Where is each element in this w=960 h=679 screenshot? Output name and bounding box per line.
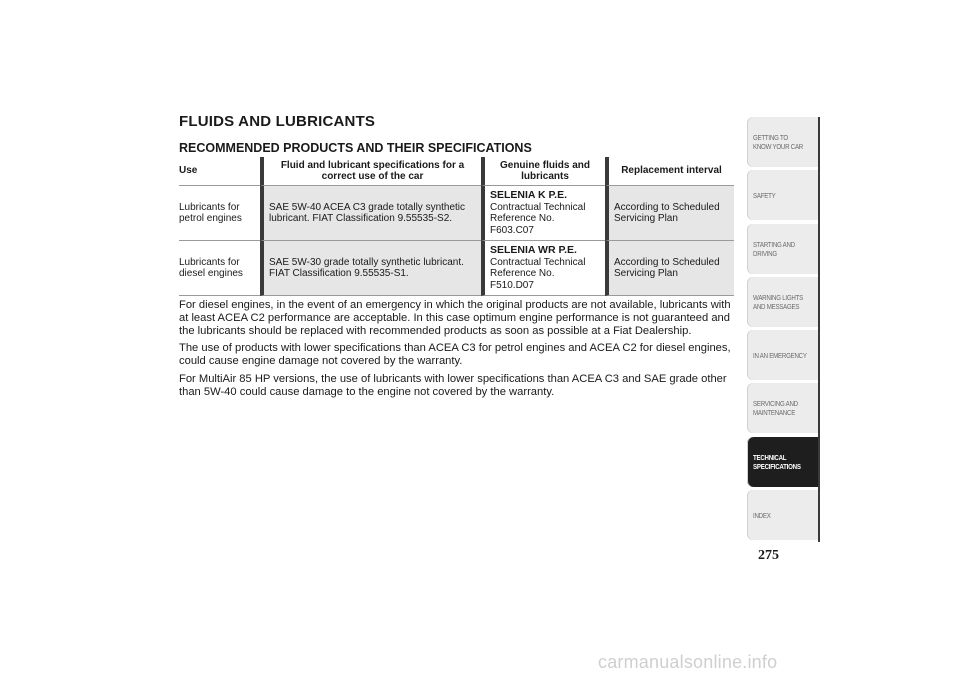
cell-use: Lubricants for diesel engines [179, 241, 260, 296]
cell-use: Lubricants for petrol engines [179, 185, 260, 241]
tab-index[interactable] [747, 490, 819, 540]
reference-line-1: Contractual Technical [490, 201, 586, 213]
tab-warning-lights-and-messages[interactable] [747, 277, 819, 327]
tab-getting-to-know-your-car[interactable] [747, 117, 819, 167]
specifications-table [179, 157, 734, 296]
reference-line-1: Contractual Technical [490, 256, 586, 268]
tab-starting-and-driving[interactable] [747, 224, 819, 274]
tab-safety[interactable] [747, 170, 819, 220]
tab-label: GETTING TO KNOW YOUR CAR [753, 133, 803, 151]
subtitle: RECOMMENDED PRODUCTS AND THEIR SPECIFICATIONS [179, 141, 532, 155]
header-fluid-spec: Fluid and lubricant specifications for a correct use of the car [260, 157, 481, 185]
cell-fluid-spec: SAE 5W-40 ACEA C3 grade totally synthetic lubricant. FIAT Classification 9.55535-S2. [260, 185, 481, 241]
cell-genuine-fluid [481, 185, 605, 241]
paragraph-lower-specs: The use of products with lower specifications than ACEA C3 for petrol engines and ACEA C2 for diesel engines, could cause engine damage not covered by the warranty. [179, 342, 731, 368]
cell-interval: According to Scheduled Servicing Plan [605, 241, 734, 296]
table-row [179, 241, 734, 296]
tab-servicing-and-maintenance[interactable] [747, 383, 819, 433]
tab-label: INDEX [753, 510, 771, 520]
reference-code: F510.D07 [490, 279, 534, 291]
paragraph-diesel-emergency: For diesel engines, in the event of an emergency in which the original products are not available, lubricants with at least ACEA C2 performance are acceptable. In this case optimum engine performance is not guaranteed and the lubricants should be replaced with recommended products as soon as possible at a Fiat Dealership. [179, 299, 731, 337]
product-name: SELENIA WR P.E. [490, 244, 577, 256]
reference-line-2: Reference No. [490, 213, 555, 224]
watermark: carmanualsonline.info [598, 652, 778, 672]
chapter-tabs [747, 117, 819, 543]
tabs-edge-line [818, 117, 820, 542]
cell-fluid-spec: SAE 5W-30 grade totally synthetic lubricant. FIAT Classification 9.55535-S1. [260, 241, 481, 296]
reference-line-2: Reference No. [490, 268, 555, 279]
paragraph-multiair: For MultiAir 85 HP versions, the use of lubricants with lower specifications than ACEA C3 and SAE grade other than 5W-40 could cause damage to the engine not covered by the warranty. [179, 372, 727, 398]
table-header-row [179, 157, 734, 185]
cell-genuine-fluid [481, 241, 605, 296]
tab-in-an-emergency[interactable] [747, 330, 819, 380]
page-number: 275 [758, 548, 779, 563]
tab-technical-specifications[interactable] [747, 437, 819, 487]
tab-label: IN AN EMERGENCY [753, 350, 807, 360]
product-name: SELENIA K P.E. [490, 189, 568, 201]
header-replacement-interval: Replacement interval [605, 157, 734, 185]
tab-label: TECHNICAL SPECIFICATIONS [753, 452, 801, 471]
tab-label: SAFETY [753, 190, 776, 200]
body-text [179, 299, 737, 404]
header-genuine-fluids: Genuine fluids and lubricants [481, 157, 605, 185]
header-use: Use [179, 165, 198, 177]
section-title: FLUIDS AND LUBRICANTS [179, 113, 376, 130]
tab-label: SERVICING AND MAINTENANCE [753, 399, 798, 418]
reference-code: F603.C07 [490, 224, 534, 236]
table-row [179, 185, 734, 241]
cell-interval: According to Scheduled Servicing Plan [605, 185, 734, 241]
tab-label: STARTING AND DRIVING [753, 239, 795, 258]
tab-label: WARNING LIGHTS AND MESSAGES [753, 292, 803, 311]
